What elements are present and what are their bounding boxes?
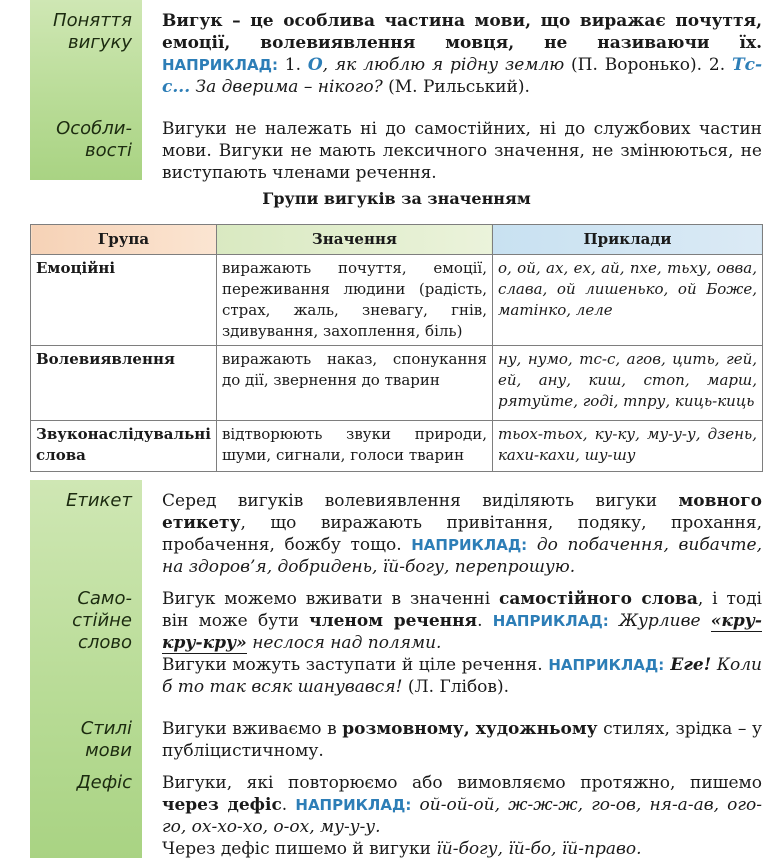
indep-example2: неслося над полями. — [246, 633, 442, 653]
interjection-groups-table — [30, 224, 763, 472]
hyphen-paragraph — [162, 772, 762, 860]
indep-bold1: самостійного слова — [499, 589, 698, 609]
styles-paragraph — [162, 718, 762, 762]
etiquette-bold: мовного етикету — [162, 491, 762, 533]
hyphen-text2: . — [281, 795, 296, 815]
definition-text: – це особлива частина мови, що виражає почуття, емоції, волевиявлення мовця, не називаючи їх. — [162, 11, 762, 53]
cell-meaning: виражають наказ, спонукання до дії, звернення до тварин — [216, 346, 492, 421]
indep-example1: Журливе — [608, 611, 711, 631]
label-hyphen: Дефіс — [76, 772, 132, 793]
label-independent-line2: стійне — [72, 610, 132, 631]
indep-text4: Вигуки можуть заступати й ціле речення. — [162, 655, 549, 675]
label-independent-word — [30, 588, 132, 654]
header-group: Група — [31, 225, 217, 255]
cell-group: Емоційні — [31, 255, 217, 346]
example-label: НАПРИКЛАД: — [548, 656, 665, 674]
label-concept-line1: Поняття — [53, 10, 132, 31]
cell-examples: ну, нумо, тс-с, агов, цить, гей, ей, ану, киш, стоп, марш, рятуйте, годі, тпру, киць-киць — [492, 346, 762, 421]
hyphen-examples: ой-ой-ой, ж-ж-ж, го-ов, ня-а-ав, ого-го, ох-хо-хо, о-ох, му-у-у. — [162, 795, 762, 837]
indep-text1: Вигук можемо вживати в значенні — [162, 589, 500, 609]
label-features — [30, 118, 132, 162]
table-row — [31, 346, 763, 421]
hyphen-text3: Через дефіс пишемо й вигуки — [162, 839, 437, 859]
etiquette-text2: , що виражають привітання, подяку, прохання, пробачення, божбу тощо. — [162, 513, 762, 555]
indep-bold2: членом речення — [309, 611, 478, 631]
independent-word-paragraph — [162, 588, 762, 698]
cell-group: Волевиявлення — [31, 346, 217, 421]
example-label: НАПРИКЛАД: — [295, 796, 412, 814]
cell-meaning: відтворюють звуки природи, шуми, сигнали, голоси тварин — [216, 421, 492, 472]
label-styles-line2: мови — [85, 740, 132, 761]
term-interjection: Вигук — [162, 11, 223, 31]
label-styles — [30, 718, 132, 762]
styles-text2: стилях, зрідка – у публіцистичному. — [162, 719, 762, 761]
example2-word: Тс-с... — [162, 55, 762, 97]
cell-examples: тьох-тьох, ку-ку, му-у-у, дзень, кахи-кахи, шу-шу — [492, 421, 762, 472]
example1-word: О — [307, 55, 323, 75]
example-num: 1. — [277, 55, 308, 75]
header-examples: Приклади — [492, 225, 762, 255]
etiquette-text1: Серед вигуків волевиявлення виділяють вигуки — [162, 491, 679, 511]
indep-text3: . — [477, 611, 493, 631]
indep-example3: Коли б то так всяк шанувався! — [162, 655, 762, 697]
label-features-line2: вості — [84, 140, 132, 161]
definition-paragraph — [162, 10, 762, 98]
example2-rest: За дверима – нікого? — [190, 77, 383, 97]
etiquette-paragraph — [162, 490, 762, 578]
example1-rest: , як люблю я рідну землю — [322, 55, 565, 75]
cell-examples: о, ой, ах, ех, ай, пхе, тьху, овва, слава, ой лишенько, ой Боже, матінко, леле — [492, 255, 762, 346]
example-label: НАПРИКЛАД: — [492, 612, 609, 630]
indep-text2: , і тоді він може бути — [162, 589, 762, 631]
indep-source: (Л. Глібов). — [402, 677, 510, 697]
styles-bold: розмовному, художньому — [342, 719, 598, 739]
cell-group: Звуконаслідувальні слова — [31, 421, 217, 472]
indep-example3-bold: Еге! — [664, 655, 712, 675]
bottom-side-panel — [30, 480, 142, 858]
hyphen-examples2: їй-богу, їй-бо, їй-право. — [436, 839, 642, 859]
styles-text1: Вигуки вживаємо в — [162, 719, 343, 739]
example-label: НАПРИКЛАД: — [162, 56, 278, 74]
table-row — [31, 255, 763, 346]
header-meaning: Значення — [216, 225, 492, 255]
hyphen-text1: Вигуки, які повторюємо або вимовляємо протяжно, пишемо — [162, 773, 762, 793]
features-paragraph: Вигуки не належать ні до самостійних, ні до службових частин мови. Вигуки не мають лексичного значення, не змінюються, не виступають членами речення. — [162, 119, 762, 183]
label-features-line1: Особли- — [56, 118, 132, 139]
table-header-row — [31, 225, 763, 255]
indep-example-underlined: «кру-кру-кру» — [162, 611, 762, 653]
label-styles-line1: Стилі — [80, 718, 132, 739]
label-etiquette: Етикет — [66, 490, 132, 511]
example1-source: (П. Воронько). 2. — [564, 55, 732, 75]
label-independent-line1: Само- — [77, 588, 132, 609]
etiquette-examples: до побачення, вибачте, на здоров’я, добридень, їй-богу, перепрошую. — [162, 535, 762, 577]
example-label: НАПРИКЛАД: — [411, 536, 528, 554]
label-concept-line2: вигуку — [68, 32, 132, 53]
example2-source: (М. Рильський). — [382, 77, 530, 97]
hyphen-bold: через дефіс — [162, 795, 282, 815]
cell-meaning: виражають почуття, емоції, переживання людини (радість, страх, жаль, зневагу, гнів, здивування, захоплення, біль) — [216, 255, 492, 346]
table-row — [31, 421, 763, 472]
table-title: Групи вигуків за значенням — [262, 189, 531, 208]
label-concept — [30, 10, 132, 54]
label-independent-line3: слово — [77, 632, 132, 653]
